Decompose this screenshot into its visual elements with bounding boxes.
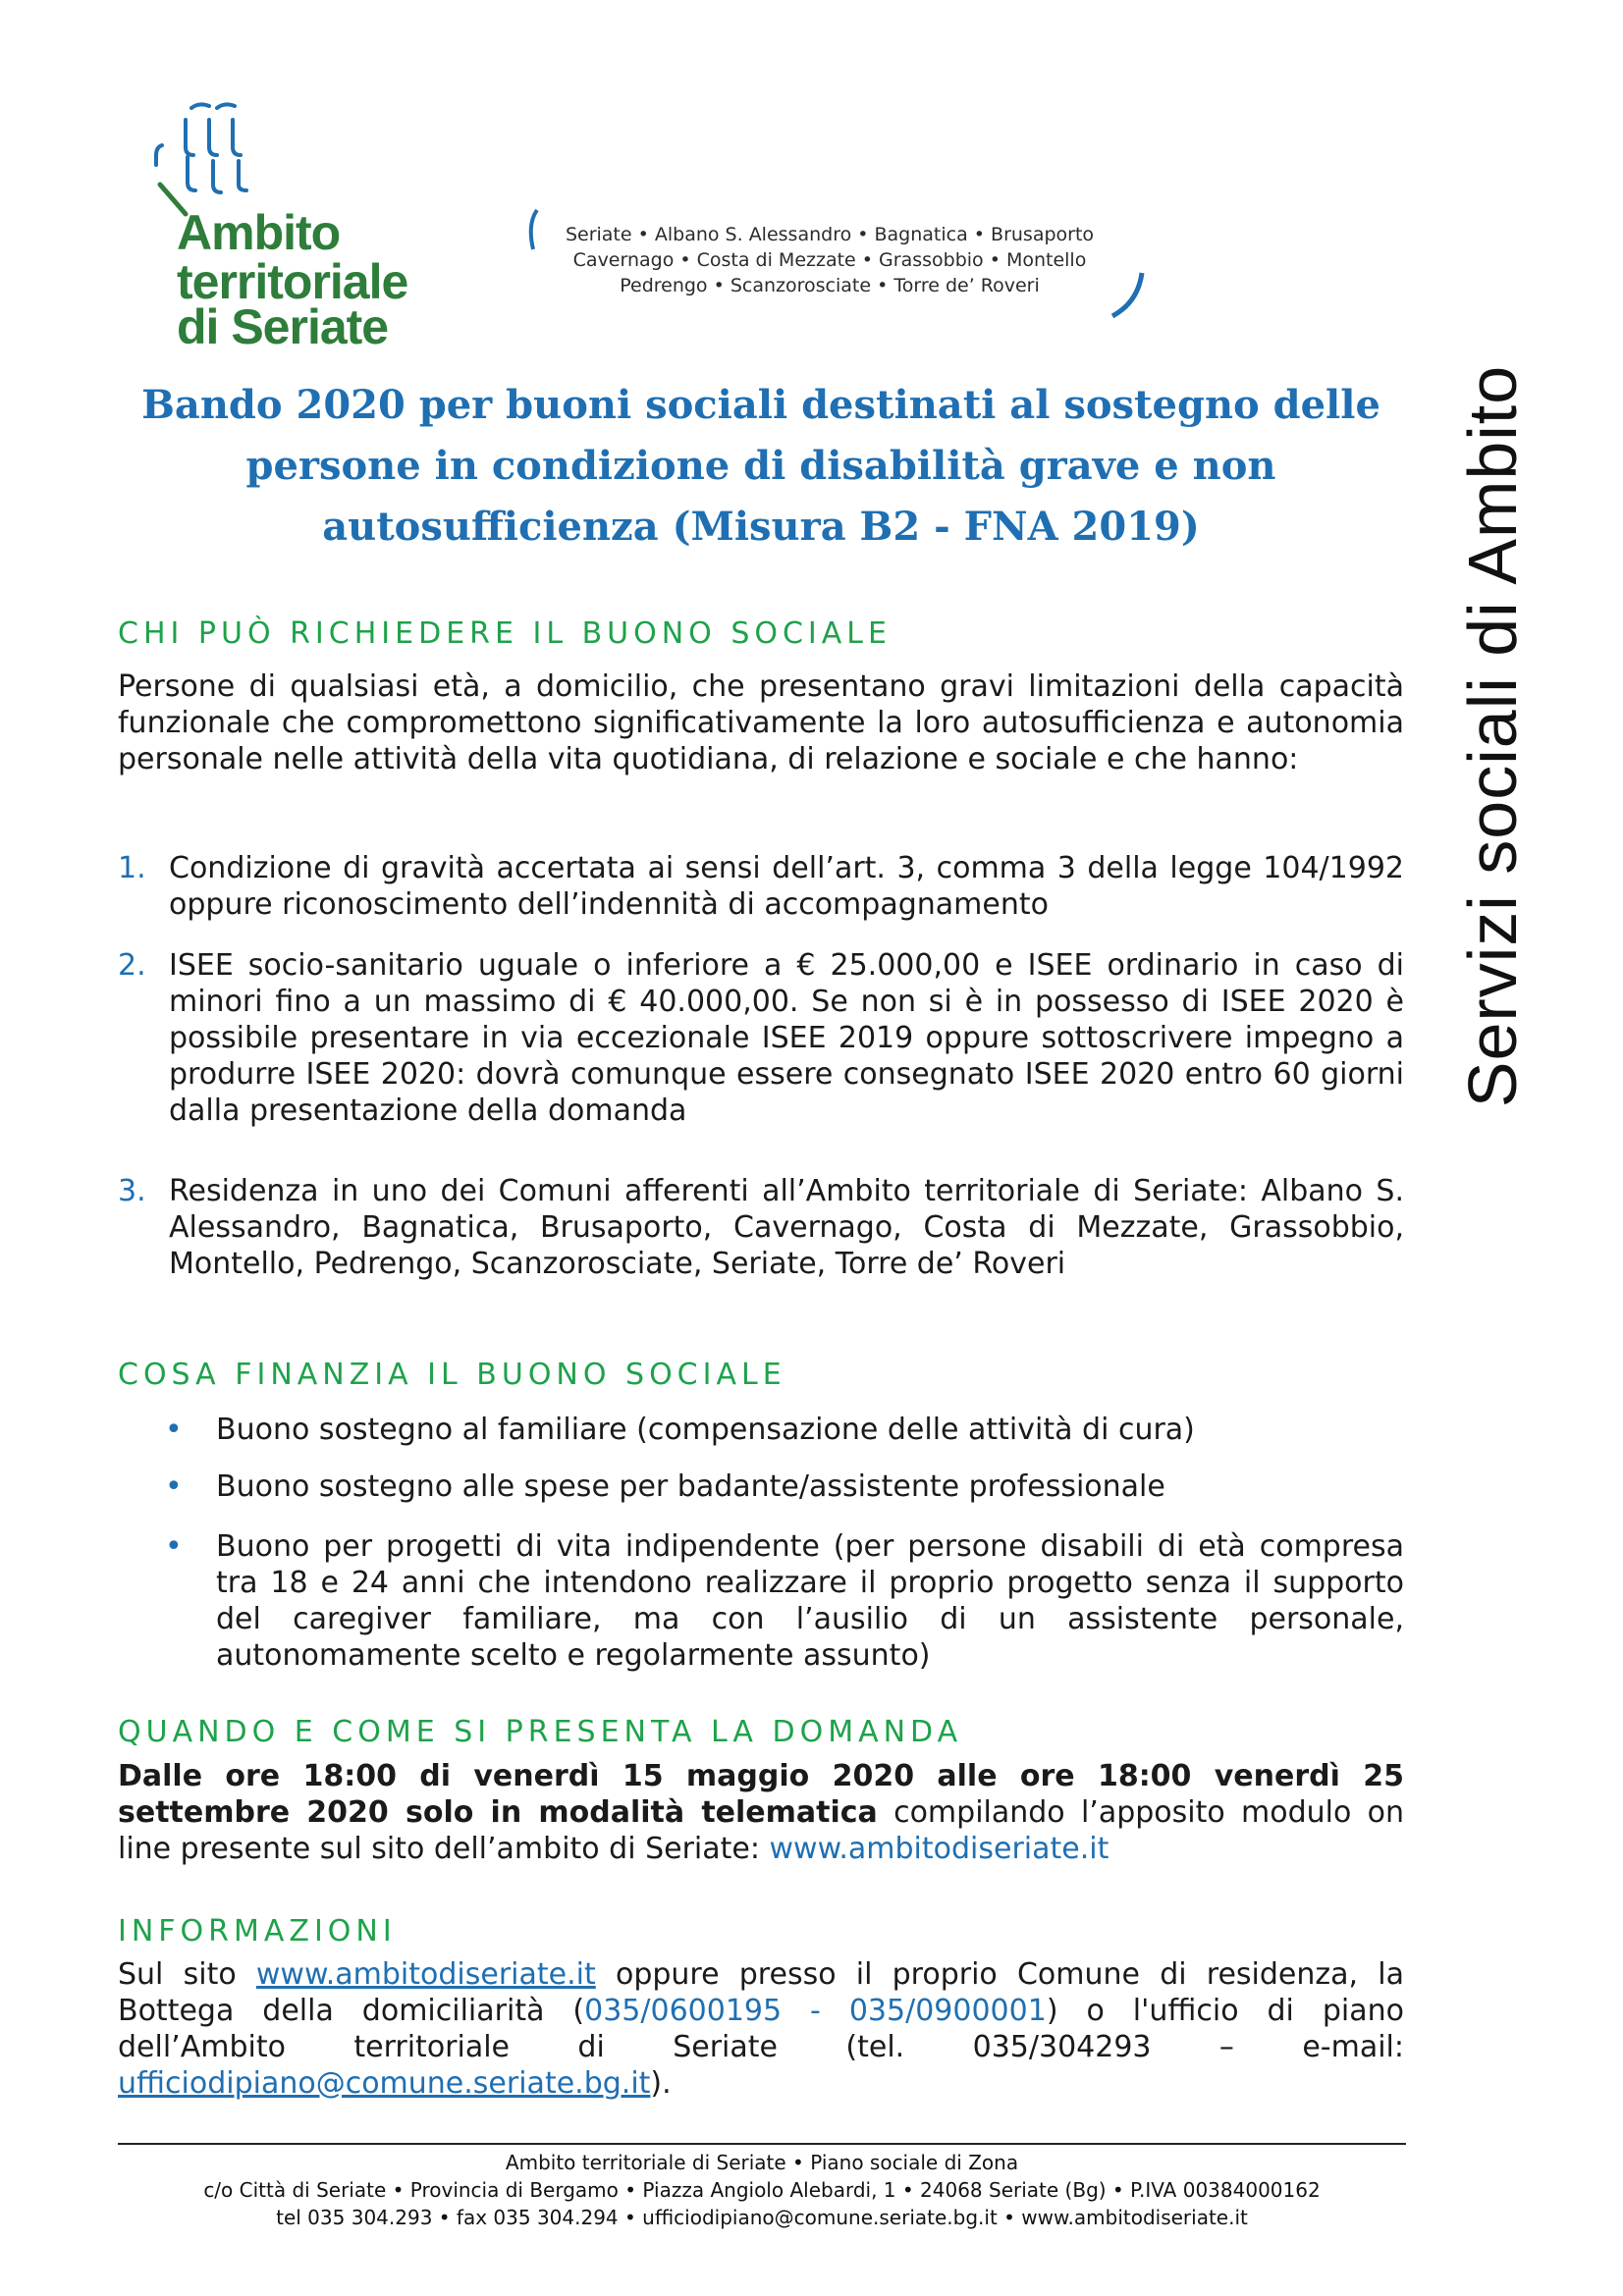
side-label: [1434, 364, 1551, 1108]
list-text: ISEE socio-sanitario uguale o inferiore a € 25.000,00 e ISEE ordinario in caso di minori fino a un massimo di € 40.000,00. Se non si è in possesso di ISEE 2020 è possibile presentare in via eccezionale ISEE 2019 oppure sottoscrivere impegno a produrre ISEE 2020: dovrà comunque essere consegnato ISEE 2020 entro 60 giorni dalla presentazione della domanda: [169, 948, 1404, 1128]
footer-line2: c/o Città di Seriate • Provincia di Bergamo • Piazza Angiolo Alebardi, 1 • 24068 Seriate (Bg) • P.IVA 00384000162: [203, 2178, 1321, 2202]
instructions-text: compilando l’apposito modulo on line presente sul sito dell’ambito di Seriate:: [118, 1795, 1404, 1866]
bullet-icon: •: [165, 1469, 183, 1504]
bullet-text: Buono per progetti di vita indipendente (per persone disabili di età compresa tra 18 e 24 anni che intendono realizzare il proprio progetto senza il supporto del caregiver familiare, ma con l’ausilio di un assistente personale, autonomamente scelto e regolarmente assunto): [216, 1529, 1404, 1673]
bullet-item: [165, 1412, 1404, 1448]
bullet-icon: •: [165, 1413, 183, 1447]
section-heading-when: QUANDO E COME SI PRESENTA LA DOMANDA: [118, 1715, 963, 1749]
website-link[interactable]: www.ambitodiseriate.it: [769, 1832, 1109, 1866]
list-text: Condizione di gravità accertata ai sensi dell’art. 3, comma 3 della legge 104/1992 oppure riconoscimento dell’indennità di accompagnamento: [169, 851, 1404, 922]
info-text-part: oppure presso il proprio Comune di residenza, la Bottega della domiciliarità (: [118, 1957, 1404, 2028]
bullet-text: Buono sostegno alle spese per badante/assistente professionale: [216, 1469, 1165, 1504]
info-text-part: Sul sito: [118, 1957, 256, 1992]
list-item: [118, 1173, 1404, 1282]
municipalities-line3: Pedrengo • Scanzorosciate • Torre de’ Roveri: [620, 275, 1040, 296]
section-when-text: [118, 1758, 1404, 1867]
info-text-part: ) o l'ufficio di piano dell’Ambito territoriale di Seriate (tel. 035/304293 – e-mail:: [118, 1994, 1404, 2064]
bullet-text: Buono sostegno al familiare (compensazione delle attività di cura): [216, 1413, 1195, 1447]
logo-text-line2: territoriale: [177, 254, 408, 309]
logo-text-line3: di Seriate: [177, 299, 389, 354]
logo-text-line1: Ambito: [177, 205, 341, 260]
footer-divider: [118, 2143, 1406, 2145]
municipalities-line2: Cavernago • Costa di Mezzate • Grassobbio • Montello: [572, 249, 1087, 271]
section-who-intro: Persone di qualsiasi età, a domicilio, che presentano gravi limitazioni della capacità funzionale che compromettono significativamente la loro autosufficienza e autonomia personale nelle attività della vita quotidiana, di relazione e sociale e che hanno:: [118, 669, 1404, 776]
deadline-text: Dalle ore 18:00 di venerdì 15 maggio 2020 alle ore 18:00 venerdì 25 settembre 2020 solo in modalità telematica: [118, 1759, 1404, 1830]
footer-line3: tel 035 304.293 • fax 035 304.294 • ufficiodipiano@comune.seriate.bg.it • www.ambitodiseriate.it: [276, 2206, 1248, 2229]
municipalities-box: [525, 204, 1154, 322]
list-text: Residenza in uno dei Comuni afferenti all’Ambito territoriale di Seriate: Albano S. Alessandro, Bagnatica, Brusaporto, Cavernago, Costa di Mezzate, Grassobbio, Montello, Pedrengo, Scanzorosciate, Seriate, Torre de’ Roveri: [169, 1174, 1404, 1281]
section-heading-what: COSA FINANZIA IL BUONO SOCIALE: [118, 1358, 786, 1392]
info-text-part: ).: [650, 2066, 672, 2101]
page-title: Bando 2020 per buoni sociali destinati al sostegno delle persone in condizione di disabilità grave e non autosufficienza (Misura B2 - FNA 2019): [141, 382, 1380, 550]
footer-line1: Ambito territoriale di Seriate • Piano sociale di Zona: [505, 2151, 1019, 2174]
bullet-icon: •: [165, 1529, 183, 1564]
list-number: 3.: [118, 1174, 146, 1208]
email-link[interactable]: ufficiodipiano@comune.seriate.bg.it: [118, 2066, 651, 2101]
municipalities-line1: Seriate • Albano S. Alessandro • Bagnatica • Brusaporto: [565, 224, 1095, 245]
section-heading-info: INFORMAZIONI: [118, 1914, 397, 1949]
list-number: 1.: [118, 851, 146, 885]
section-heading-who: CHI PUÒ RICHIEDERE IL BUONO SOCIALE: [118, 616, 892, 651]
section-info-text: [118, 1956, 1404, 2102]
bullet-item: [165, 1528, 1404, 1674]
website-link[interactable]: www.ambitodiseriate.it: [255, 1957, 596, 1992]
list-item: [118, 947, 1404, 1129]
list-item: [118, 850, 1404, 923]
side-label-text: Servizi sociali di Ambito: [1454, 364, 1531, 1108]
phone-numbers: 035/0600195 - 035/0900001: [584, 1994, 1047, 2028]
bullet-item: [165, 1468, 1404, 1505]
list-number: 2.: [118, 948, 146, 983]
